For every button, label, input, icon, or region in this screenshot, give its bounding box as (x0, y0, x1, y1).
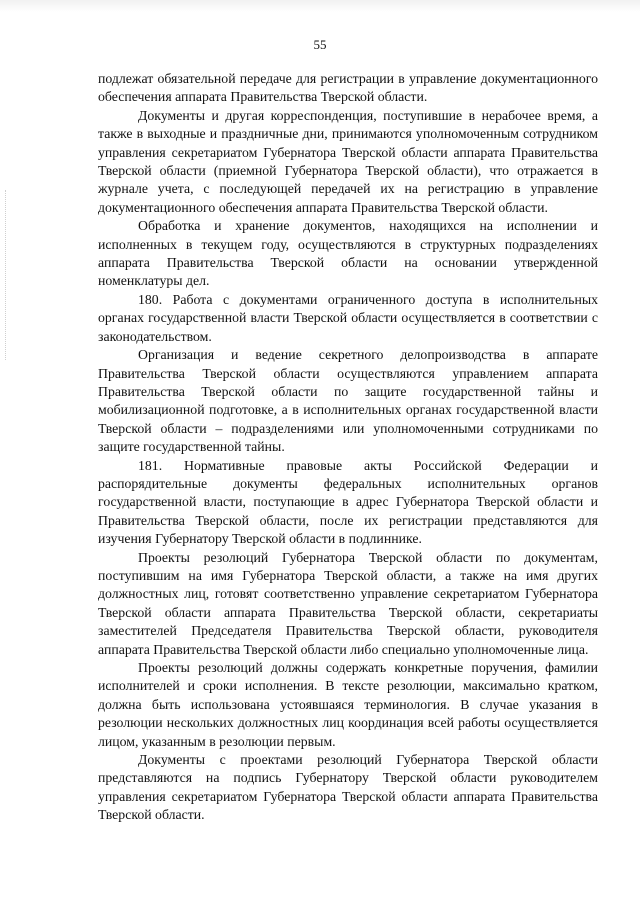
paragraph-item-180: 180. Работа с документами ограниченного доступа в исполнительных органах государственной власти Тверской области осуществляется в соответствии с законодательством. (98, 291, 598, 344)
paragraph: Документы и другая корреспонденция, поступившие в нерабочее время, а также в выходные и праздничные дни, принимаются уполномоченным сотрудником управления секретариатом Губернатора Тверской области аппарата Правительства Тверской области (приемной Губернатора Тверской области), что отражается в журнале учета, с последующей передачей их на регистрацию в управление документационного обеспечения аппарата Правительства Тверской области. (98, 107, 598, 215)
scan-margin-mark (5, 190, 7, 360)
page-number: 55 (313, 37, 327, 52)
paragraph: Обработка и хранение документов, находящихся на исполнении и исполненных в текущем году, осуществляются в структурных подразделениях аппарата Правительства Тверской области на основании утвержденной номенклатуры дел. (98, 218, 598, 289)
paragraph-item-181: 181. Нормативные правовые акты Российской Федерации и распорядительные документы федеральных исполнительных органов государственной власти, поступающие в адрес Губернатора Тверской области и Правительства Тверской области, после их регистрации представляются для изучения Губернатору Тверской области в подлиннике. (98, 457, 598, 547)
paragraph-continuation: подлежат обязательной передаче для регистрации в управление документационного обеспечения аппарата Правительства Тверской области. (98, 71, 598, 105)
paragraph: Документы с проектами резолюций Губернатора Тверской области представляются на подпись Губернатору Тверской области руководителем управления секретариатом Губернатора Тверской области аппарата Правительства Тверской области. (98, 752, 598, 823)
scan-top-edge (0, 0, 640, 12)
document-body (98, 70, 598, 825)
paragraph: Проекты резолюций должны содержать конкретные поручения, фамилии исполнителей и сроки исполнения. В тексте резолюции, максимально кратком, должна быть использована устоявшаяся терминология. В случае указания в резолюции нескольких должностных лиц координация всей работы осуществляется лицом, указанным в резолюции первым. (98, 660, 598, 749)
paragraph: Организация и ведение секретного делопроизводства в аппарате Правительства Тверской области осуществляются управлением аппарата Правительства Тверской области по защите государственной тайны и мобилизационной подготовке, а в исполнительных органах государственной власти Тверской области – подразделениями или уполномоченными сотрудниками по защите государственной тайны. (98, 347, 598, 455)
paragraph: Проекты резолюций Губернатора Тверской области по документам, поступившим на имя Губернатора Тверской области, а также на имя других должностных лиц, готовят соответственно управление секретариатом Губернатора Тверской области аппарата Правительства Тверской области, секретариаты заместителей Председателя Правительства Тверской области, руководителя аппарата Правительства Тверской области либо специально уполномоченные лица. (98, 549, 598, 657)
